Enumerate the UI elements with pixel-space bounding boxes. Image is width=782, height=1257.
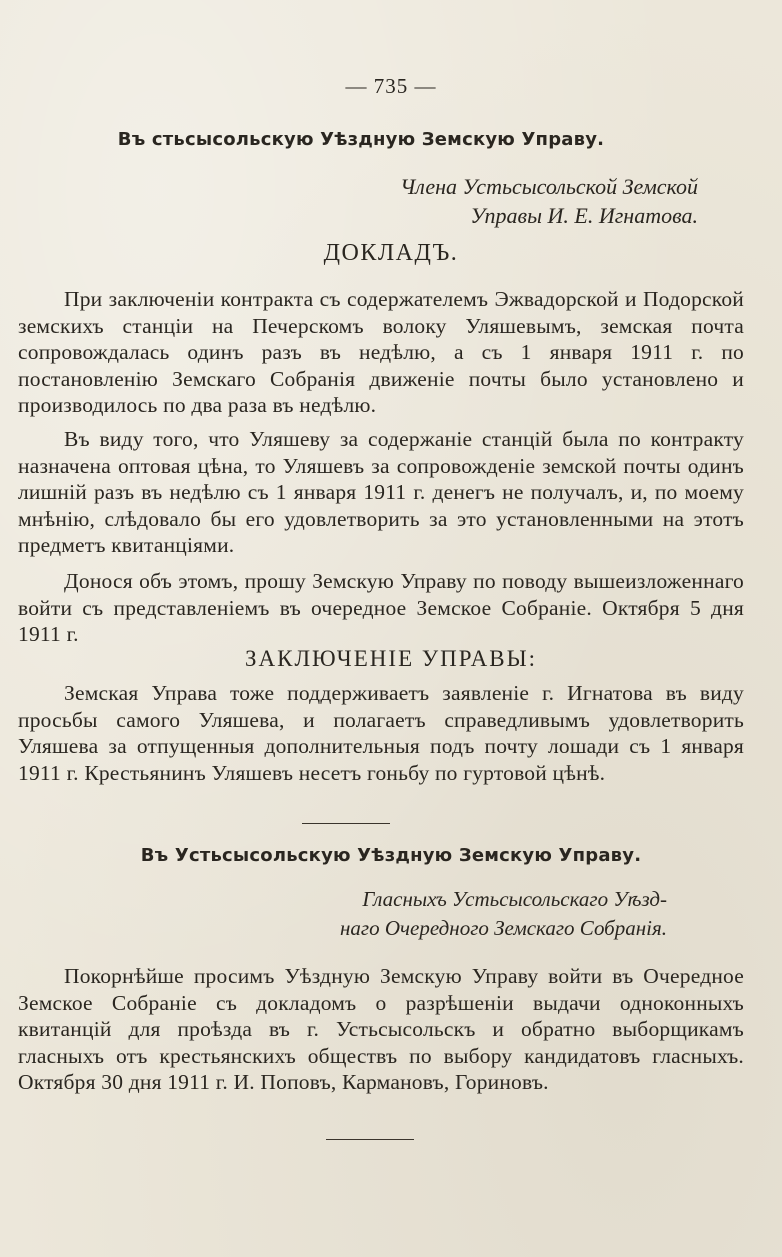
section2-author-line1: Гласныхъ Устьсысольскаго Уѣзд-: [362, 887, 667, 911]
report-paragraph-2: Въ виду того, что Уляшеву за содержаніе станцій была по контракту назначена оптовая цѣна, то Уляшевъ за сопровожденіе земской почты одинъ лишній разъ въ недѣлю съ 1 января 1911 г. денегъ не получалъ, и, по моему мнѣнію, слѣдовало бы его удовлетворить за это установленными на этотъ предметъ квитанціями.: [18, 427, 744, 558]
report-paragraph-3: Донося объ этомъ, прошу Земскую Управу по поводу вышеизложеннаго войти съ представленіемъ въ очередное Земское Собраніе. Октября 5 дня 1911 г.: [18, 569, 744, 647]
end-divider: [326, 1139, 414, 1140]
page-number: — 735 —: [345, 74, 437, 98]
section2-author-line2: наго Очередного Земскаго Собранія.: [339, 916, 667, 940]
petition-paragraph: Покорнѣйше просимъ Уѣздную Земскую Управу войти въ Очередное Земское Собраніе съ докладомъ о разрѣшеніи выдачи одноконныхъ квитанцій для проѣзда въ г. Устьсысольскъ и обратно выборщикамъ гласныхъ отъ крестьянскихъ обществъ по выбору кандидатовъ гласныхъ. Октября 30 дня 1911 г. И. Поповъ, Кармановъ, Гориновъ.: [18, 964, 744, 1095]
section-divider: [302, 823, 390, 824]
section1-heading: Въ стьсысольскую Уѣздную Земскую Управу.: [117, 129, 605, 150]
conclusion-title: ЗАКЛЮЧЕНІЕ УПРАВЫ:: [244, 646, 538, 671]
report-paragraph-1: При заключеніи контракта съ содержателемъ Эжвадорской и Подорской земскихъ станціи на Печерскомъ волоку Уляшевымъ, земская почта сопровождалась одинъ разъ въ недѣлю, а съ 1 января 1911 г. по постановленію Земскаго Собранія движеніе почты было установлено и производилось по два раза въ недѣлю.: [18, 287, 744, 418]
section1-author-line1: Члена Устьсысольской Земской: [400, 174, 698, 199]
conclusion-paragraph: Земская Управа тоже поддерживаетъ заявленіе г. Игнатова въ виду просьбы самого Уляшева, и полагаетъ справедливымъ удовлетворить Уляшева за отпущенныя дополнительныя подъ почту лошади съ 1 января 1911 г. Крестьянинъ Уляшевъ несетъ гоньбу по гуртовой цѣнѣ.: [18, 681, 744, 785]
section2-heading: Въ Устьсысольскую Уѣздную Земскую Управу.: [140, 845, 642, 866]
section1-author: [138, 172, 698, 230]
section1-author-line2: Управы И. Е. Игнатова.: [470, 203, 698, 228]
section2-author: [107, 885, 667, 943]
report-title: ДОКЛАДЪ.: [323, 240, 459, 266]
